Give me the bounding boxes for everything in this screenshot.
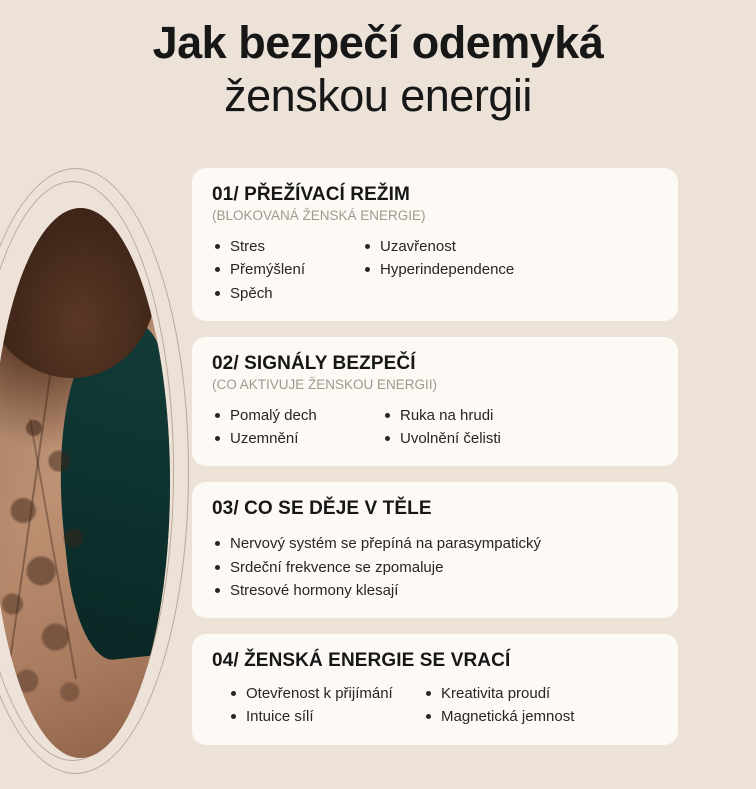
list-item: Intuice sílí: [228, 705, 423, 728]
card-04-heading: 04/ ŽENSKÁ ENERGIE SE VRACÍ: [212, 650, 511, 671]
card-01: [192, 168, 678, 321]
card-01-column-2: [362, 235, 658, 305]
card-02-subheading: (CO AKTIVUJE ŽENSKOU ENERGII): [212, 376, 438, 392]
list-item: Uzemnění: [212, 427, 382, 450]
card-01-column-1: [212, 235, 362, 305]
card-02-bullets: [212, 404, 658, 451]
card-04-bullets: [212, 682, 658, 729]
card-01-heading: 01/ PŘEŽÍVACÍ REŽIM: [212, 184, 410, 205]
cards-list: [192, 168, 678, 761]
list-item: Pomalý dech: [212, 404, 382, 427]
list-item: Stres: [212, 235, 362, 258]
photo-frame-inner-ring: [0, 181, 174, 761]
list-item: Stresové hormony klesají: [212, 579, 658, 602]
card-03: [192, 482, 678, 618]
card-01-bullets: [212, 235, 658, 305]
list-item: Uzavřenost: [362, 235, 658, 258]
list-item: Otevřenost k přijímání: [228, 682, 423, 705]
card-03-column-1: [212, 532, 658, 602]
list-item: Uvolnění čelisti: [382, 427, 658, 450]
list-item: Přemýšlení: [212, 258, 362, 281]
portrait-photo: [0, 208, 170, 758]
list-item: Nervový systém se přepíná na parasympatický: [212, 532, 658, 555]
title-line-2: ženskou energii: [224, 70, 532, 122]
card-02-column-2: [382, 404, 658, 451]
list-item: Kreativita proudí: [423, 682, 658, 705]
card-02-column-1: [212, 404, 382, 451]
list-item: Spěch: [212, 282, 362, 305]
list-item: Srdeční frekvence se zpomaluje: [212, 556, 658, 579]
card-03-heading: 03/ CO SE DĚJE V TĚLE: [212, 498, 432, 520]
title-line-1: Jak bezpečí odemyká: [152, 17, 604, 68]
photo-leaf-shadow-layer: [0, 208, 170, 758]
card-04-column-2: [423, 682, 658, 729]
list-item: Magnetická jemnost: [423, 705, 658, 728]
list-item: Hyperindependence: [362, 258, 658, 281]
card-02: [192, 337, 678, 467]
card-01-subheading: (BLOKOVANÁ ŽENSKÁ ENERGIE): [212, 208, 426, 223]
list-item: Ruka na hrudi: [382, 404, 658, 427]
page-title: [0, 16, 756, 122]
card-04-column-1: [228, 682, 423, 729]
card-03-bullets: [212, 532, 658, 602]
photo-frame-outer-ring: [0, 168, 189, 774]
card-02-heading: 02/ SIGNÁLY BEZPEČÍ: [212, 352, 416, 374]
card-04: [192, 634, 678, 745]
